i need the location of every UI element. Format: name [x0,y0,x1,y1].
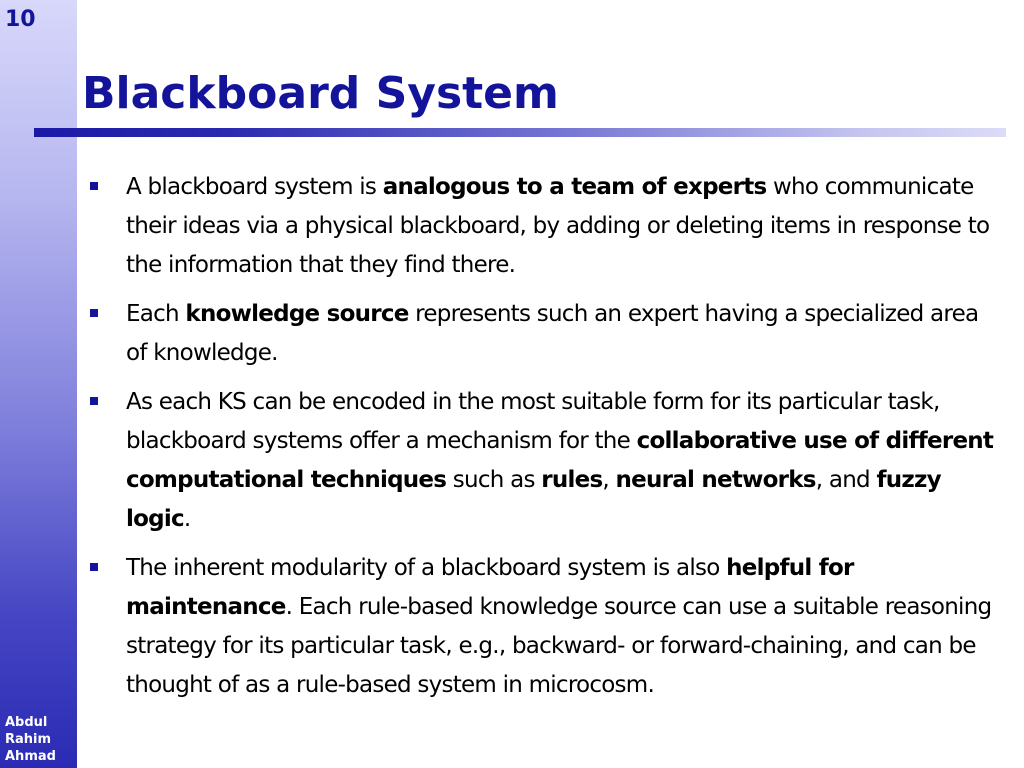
bullet-bold-text: rules [541,467,603,493]
bullet-text: A blackboard system is [126,174,383,200]
square-bullet-icon [90,182,98,190]
bullet-bold-text: collaborative use of different computational techniques [126,428,994,493]
side-bar [0,0,77,768]
square-bullet-icon [90,563,98,571]
bullet-text: . [183,506,191,532]
bullet-text: such as [446,467,542,493]
square-bullet-icon [90,309,98,317]
bullet-item [90,549,1000,705]
slide-number: 10 [5,7,36,32]
bullet-item [90,168,1000,285]
bullet-text: , and [815,467,877,493]
bullet-text: Each [126,301,186,327]
bullet-text: represents such an expert having a specialized area of knowledge. [126,301,979,366]
author-middle-name: Rahim [5,732,52,747]
bullet-bold-text: helpful for maintenance [126,555,854,620]
square-bullet-icon [90,397,98,405]
author-last-name: Ahmad [5,749,56,764]
bullet-text: , [602,467,616,493]
bullet-item [90,383,1000,539]
bullet-list [90,168,1000,715]
author-first-name: Abdul [5,715,48,730]
bullet-text: As each KS can be encoded in the most suitable form for its particular task, blackboard systems offer a mechanism for the [126,389,940,454]
bullet-item [90,295,1000,373]
author-name [5,714,75,765]
bullet-bold-text: knowledge source [185,301,409,327]
bullet-bold-text: neural networks [615,467,816,493]
bullet-bold-text: fuzzy logic [126,467,941,532]
bullet-text: . Each rule-based knowledge source can use a suitable reasoning strategy for its particular task, e.g., backward- or forward-chaining, and can be thought of as a rule-based system in microcosm. [126,594,992,698]
slide-title: Blackboard System [82,68,559,119]
bullet-text: who communicate their ideas via a physical blackboard, by adding or deleting items in response to the information that they find there. [126,174,990,278]
bullet-bold-text: analogous to a team of experts [382,174,767,200]
title-underline [34,128,1006,137]
bullet-text: The inherent modularity of a blackboard system is also [126,555,727,581]
